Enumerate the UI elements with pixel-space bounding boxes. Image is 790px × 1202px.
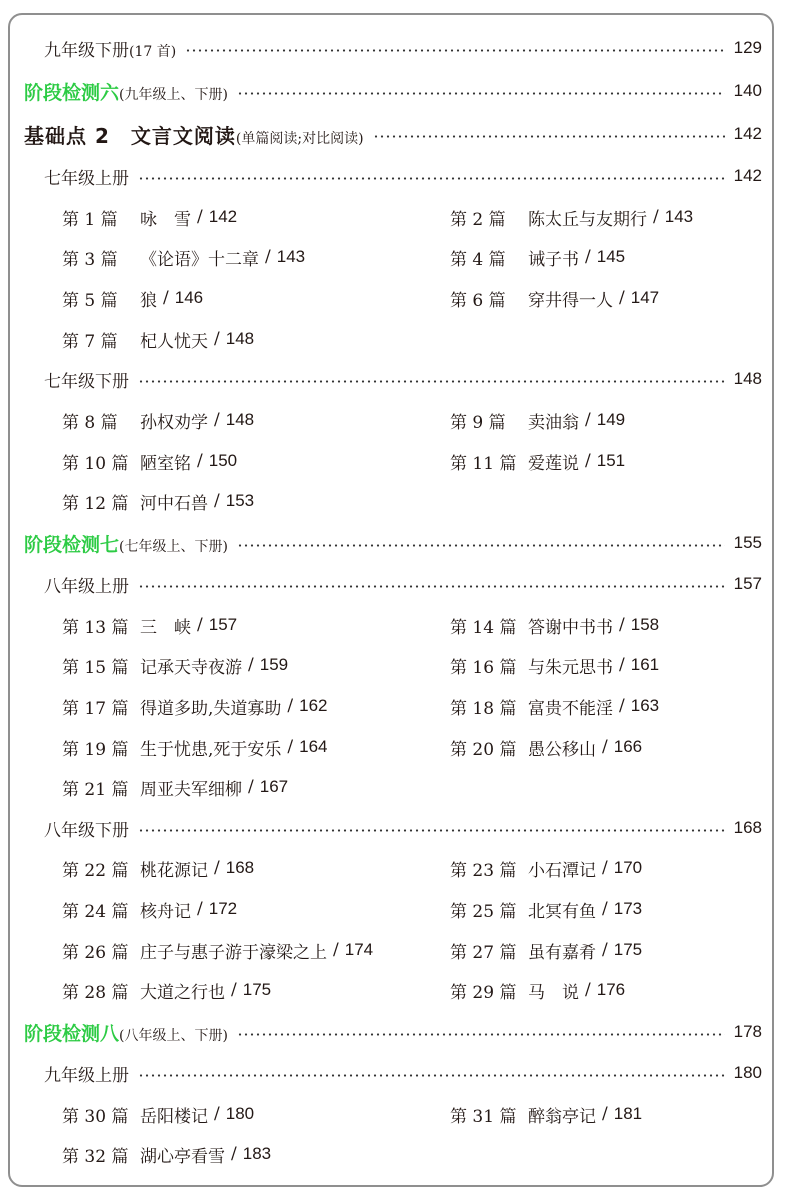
toc-entry[interactable]: 第 3 篇 《论语》十二章 / 143	[62, 247, 306, 270]
toc-entry[interactable]: 第 28 篇 大道之行也 / 175	[62, 980, 272, 1003]
toc-grade-8-lower[interactable]	[0, 812, 790, 844]
dot-leader	[237, 1033, 725, 1036]
dot-leader	[185, 49, 724, 52]
toc-entry[interactable]: 第 24 篇 核舟记 / 172	[62, 899, 238, 922]
page-number: 142	[733, 166, 762, 185]
grade-label: 九年级下册(17 首)	[44, 40, 177, 61]
grade-label: 八年级上册	[44, 576, 129, 597]
toc-entry[interactable]: 第 21 篇 周亚夫军细柳 / 167	[62, 777, 289, 800]
page-number: 180	[733, 1063, 762, 1082]
toc-grade-7-lower[interactable]	[0, 363, 790, 395]
grade-label: 七年级下册	[44, 371, 129, 392]
grade-label: 八年级下册	[44, 820, 129, 841]
toc-entry[interactable]: 第 30 篇 岳阳楼记 / 180	[62, 1104, 255, 1127]
dot-leader	[138, 380, 725, 383]
dot-leader	[138, 177, 725, 180]
toc-entry[interactable]: 第 32 篇 湖心亭看雪 / 183	[62, 1144, 272, 1167]
toc-entry[interactable]: 第 2 篇 陈太丘与友期行 / 143	[450, 207, 694, 230]
page-number: 148	[733, 369, 762, 388]
toc-grade-8-upper[interactable]	[0, 568, 790, 600]
grade-label: 九年级上册	[44, 1065, 129, 1086]
toc-entry[interactable]: 第 5 篇 狼 / 146	[62, 288, 204, 311]
dot-leader	[138, 829, 725, 832]
toc-entry[interactable]: 第 6 篇 穿井得一人 / 147	[450, 288, 660, 311]
toc-grade-9-lower[interactable]	[0, 32, 790, 64]
dot-leader	[138, 585, 725, 588]
toc-entry[interactable]: 第 22 篇 桃花源记 / 168	[62, 858, 255, 881]
page-number: 168	[733, 818, 762, 837]
toc-entry[interactable]: 第 27 篇 虽有嘉肴 / 175	[450, 940, 643, 963]
toc-section-classical-reading[interactable]	[0, 118, 790, 150]
toc-entry[interactable]: 第 10 篇 陋室铭 / 150	[62, 451, 238, 474]
page-number: 129	[733, 38, 762, 57]
toc-entry[interactable]: 第 25 篇 北冥有鱼 / 173	[450, 899, 643, 922]
toc-entry[interactable]: 第 19 篇 生于忧患,死于安乐 / 164	[62, 737, 328, 760]
toc-stage-test-7[interactable]	[0, 527, 790, 559]
dot-leader	[237, 92, 725, 95]
stage-label: 阶段检测八(八年级上、下册)	[24, 1022, 228, 1045]
toc-entry[interactable]: 第 18 篇 富贵不能淫 / 163	[450, 696, 660, 719]
page-number: 157	[733, 574, 762, 593]
toc-entry[interactable]: 第 16 篇 与朱元思书 / 161	[450, 655, 660, 678]
toc-entry[interactable]: 第 23 篇 小石潭记 / 170	[450, 858, 643, 881]
toc-entry[interactable]: 第 4 篇 诫子书 / 145	[450, 247, 626, 270]
toc-entry[interactable]: 第 26 篇 庄子与惠子游于濠梁之上 / 174	[62, 940, 374, 963]
page-number: 178	[733, 1022, 762, 1041]
page-number: 155	[733, 533, 762, 552]
toc-entry[interactable]: 第 12 篇 河中石兽 / 153	[62, 491, 255, 514]
toc-grade-9-upper[interactable]	[0, 1057, 790, 1089]
toc-entry[interactable]: 第 11 篇 爱莲说 / 151	[450, 451, 626, 474]
toc-entry[interactable]: 第 14 篇 答谢中书书 / 158	[450, 615, 660, 638]
stage-label: 阶段检测七(七年级上、下册)	[24, 533, 228, 556]
toc-grade-7-upper[interactable]	[0, 160, 790, 192]
toc-entry[interactable]: 第 1 篇 咏 雪 / 142	[62, 207, 238, 230]
toc-entry[interactable]: 第 17 篇 得道多助,失道寡助 / 162	[62, 696, 328, 719]
toc-entry[interactable]: 第 31 篇 醉翁亭记 / 181	[450, 1104, 643, 1127]
toc-entry[interactable]: 第 7 篇 杞人忧天 / 148	[62, 329, 255, 352]
page-number: 142	[733, 124, 762, 143]
stage-label: 阶段检测六(九年级上、下册)	[24, 81, 228, 104]
toc-entry[interactable]: 第 20 篇 愚公移山 / 166	[450, 737, 643, 760]
page-number: 140	[733, 81, 762, 100]
toc-stage-test-8[interactable]	[0, 1016, 790, 1048]
toc-entry[interactable]: 第 15 篇 记承天寺夜游 / 159	[62, 655, 289, 678]
section-title: 基础点 2 文言文阅读(单篇阅读;对比阅读)	[24, 123, 364, 148]
toc-entry[interactable]: 第 13 篇 三 峡 / 157	[62, 615, 238, 638]
dot-leader	[237, 544, 725, 547]
dot-leader	[373, 135, 725, 138]
toc-entry[interactable]: 第 29 篇 马 说 / 176	[450, 980, 626, 1003]
toc-stage-test-6[interactable]	[0, 75, 790, 107]
dot-leader	[138, 1074, 725, 1077]
grade-label: 七年级上册	[44, 168, 129, 189]
toc-entry[interactable]: 第 9 篇 卖油翁 / 149	[450, 410, 626, 433]
toc-entry[interactable]: 第 8 篇 孙权劝学 / 148	[62, 410, 255, 433]
